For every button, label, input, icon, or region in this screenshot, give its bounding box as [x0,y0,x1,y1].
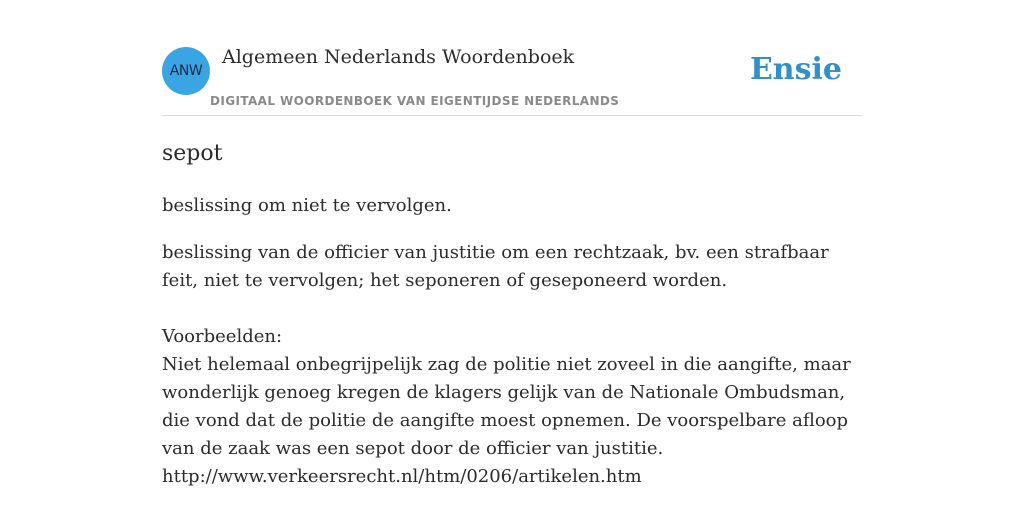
anw-logo[interactable] [162,47,210,95]
site-title[interactable]: Algemeen Nederlands Woordenboek [222,46,575,68]
ensie-brand-link[interactable]: Ensie [749,52,842,87]
site-subtitle: DIGITAAL WOORDENBOEK VAN EIGENTIJDSE NEDERLANDS [210,94,620,108]
short-definition: beslissing om niet te vervolgen. [162,195,452,216]
examples-label: Voorbeelden: [162,326,283,347]
long-definition: beslissing van de officier van justitie om een rechtzaak, bv. een strafbaar feit, niet te vervolgen; het seponeren of geseponeerd worden. [162,242,829,291]
example-source-url: http://www.verkeersrecht.nl/htm/0206/artikelen.htm [162,466,642,487]
entry-headword: sepot [162,141,223,166]
example-text: Niet helemaal onbegrijpelijk zag de politie niet zoveel in die aangifte, maar wonderlijk genoeg kregen de klagers gelijk van de Nationale Ombudsman, die vond dat de politie de aangifte moest opnemen. De voorspelbare afloop van de zaak was een sepot door de officier van justitie. [162,354,851,459]
examples-block [162,323,852,463]
header-divider [162,115,862,116]
logo-text: ANW [169,63,203,79]
